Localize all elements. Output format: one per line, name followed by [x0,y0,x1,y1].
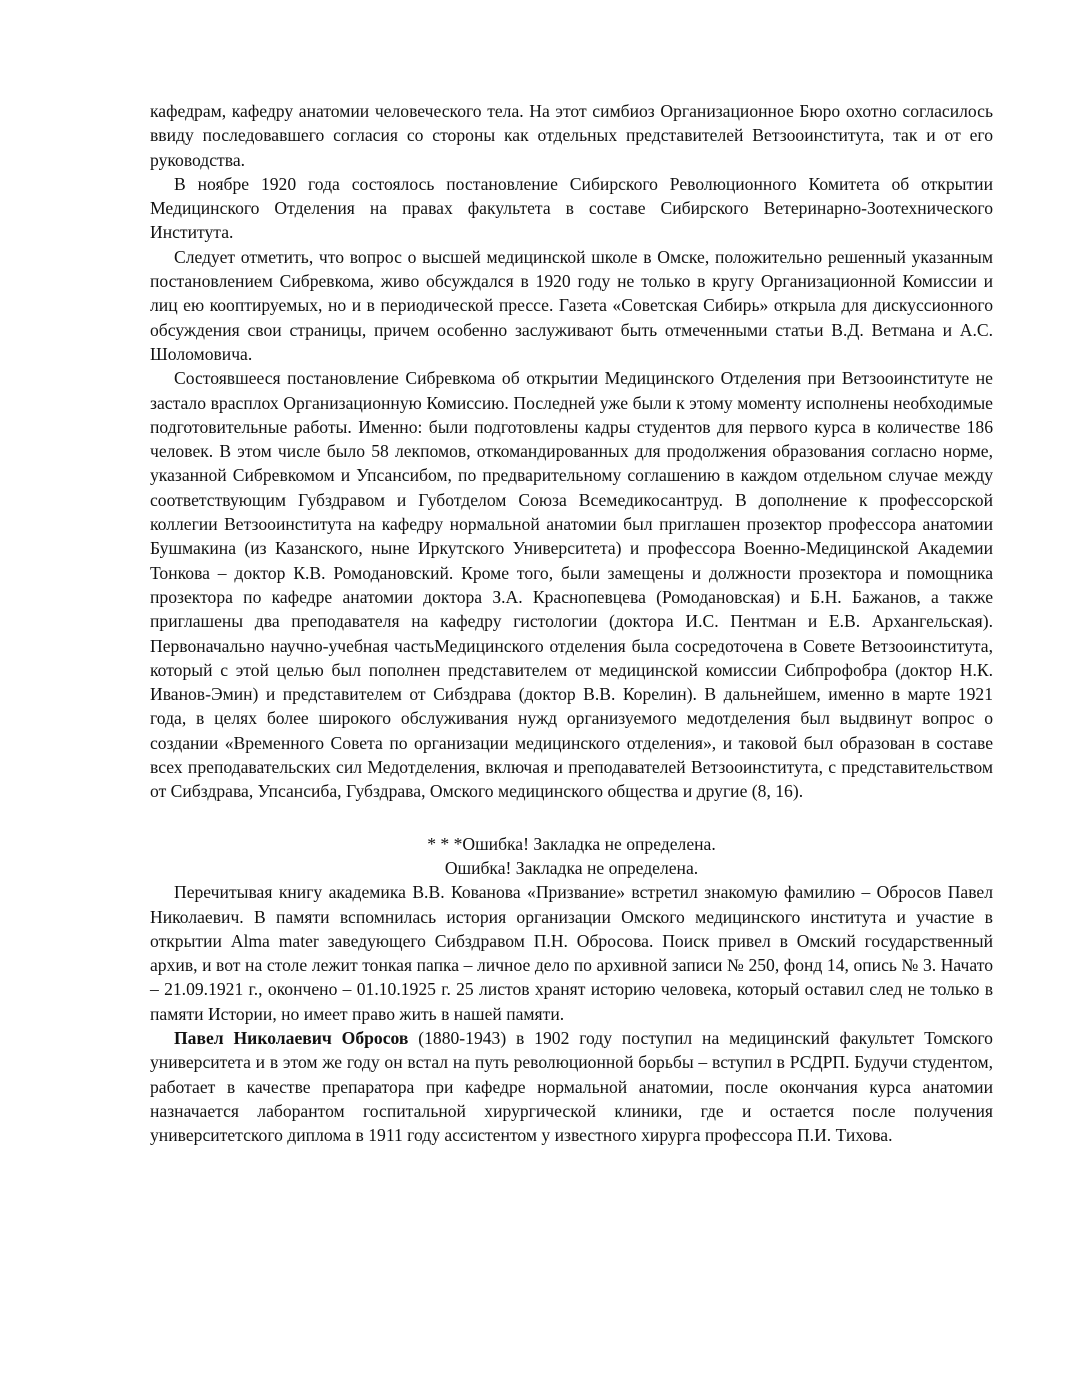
paragraph-4: Состоявшееся постановление Сибревкома об открытии Медицинского Отделения при Ветзооинституте не застало врасплох Организационную Комиссию. Последней уже были к этому моменту исполнены необходимые подготовительные работы. Именно: были подготовлены кадры студентов для первого курса в количестве 186 человек. В этом числе было 58 лекпомов, откомандированных для продолжения образования согласно норме, указанной Сибревкомом и Упсансибом, по предварительному соглашению в каждом отдельном случае между соответствующим Губздравом и Губотделом Союза Всемедикосантруд. В дополнение к профессорской коллегии Ветзооинститута на кафедру нормальной анатомии был приглашен прозектор профессора анатомии Бушмакина (из Казанского, ныне Иркутского Университета) и профессора Военно-Медицинской Академии Тонкова – доктор К.В. Ромодановский. Кроме того, были замещены и должности прозектора и помощника прозектора по кафедре анатомии доктора З.А. Краснопевцева (Ромодановская) и Б.Н. Бажанов, а также приглашены два преподавателя на кафедру гистологии (доктора И.С. Пентман и Е.В. Архангельская). Первоначально научно-учебная частьМедицинского отделения была сосредоточена в Совете Ветзооинститута, который с этой целью был пополнен представителем от медицинской комиссии Сибпрофобра (доктор Н.К. Иванов-Эмин) и представителем от Сибздрава (доктор В.В. Корелин). В дальнейшем, именно в марте 1921 года, в целях более широкого обслуживания нужд организуемого медотделения был выдвинут вопрос о создании «Временного Совета по организации медицинского отделения», и таковой был образован в составе всех преподавательских сил Медотделения, включая и преподавателей Ветзооинститута, с представительством от Сибздрава, Упсансиба, Губздрава, Омского медицинского общества и другие (8, 16). [150,368,993,802]
paragraph-6-text: (1880-1943) в 1902 году поступил на медицинский факультет Томского университета и в этом же году он встал на путь революционной борьбы – вступил в РСДРП. Будучи студентом, работает в качестве препаратора при кафедре нормальной анатомии, после окончания курса анатомии назначается лаборантом госпитальной хирургической клиники, где и остается после получения университетского диплома в 1911 году ассистентом у известного хирурга профессора П.И. Тихова. [150,1027,993,1146]
section-separator-line-2: Ошибка! Закладка не определена. [444,857,699,878]
paragraph-3: Следует отметить, что вопрос о высшей медицинской школе в Омске, положительно решенный указанным постановлением Сибревкома, живо обсуждался в 1920 году не только в кругу Организационной Комиссии и лиц ею кооптируемых, но и в периодической прессе. Газета «Советская Сибирь» открыла для дискуссионного обсуждения свои страницы, причем особенно заслуживают быть отмеченными статьи В.Д. Ветмана и А.С. Шоломовича. [150,246,993,364]
person-name: Павел Николаевич Обросов [174,1027,409,1048]
paragraph-5: Перечитывая книгу академика В.В. Кованова «Призвание» встретил знакомую фамилию – Обросов Павел Николаевич. В памяти вспомнилась история организации Омского медицинского института и участие в открытии Alma mater заведующего Сибздравом П.Н. Обросова. Поиск привел в Омский государственный архив, и вот на столе лежит тонкая папка – личное дело по архивной записи № 250, фонд 14, опись № 3. Начато – 21.09.1921 г., окончено – 01.10.1925 г. 25 листов хранят историю человека, который оставил след не только в памяти Истории, но имеет право жить в нашей памяти. [150,882,993,1024]
section-gap [150,804,993,832]
section-separator-line-1: * * *Ошибка! Закладка не определена. [427,833,716,854]
paragraph-6 [150,1026,993,1147]
paragraph-2: В ноябре 1920 года состоялось постановление Сибирского Революционного Комитета об открытии Медицинского Отделения на правах факультета в составе Сибирского Ветеринарно-Зоотехнического Института. [150,173,993,243]
document-page [150,99,993,1147]
paragraph-1: кафедрам, кафедру анатомии человеческого тела. На этот симбиоз Организационное Бюро охотно согласилось ввиду последовавшего согласия со стороны как отдельных представителей Ветзооинститута, так и от его руководства. [150,101,993,170]
